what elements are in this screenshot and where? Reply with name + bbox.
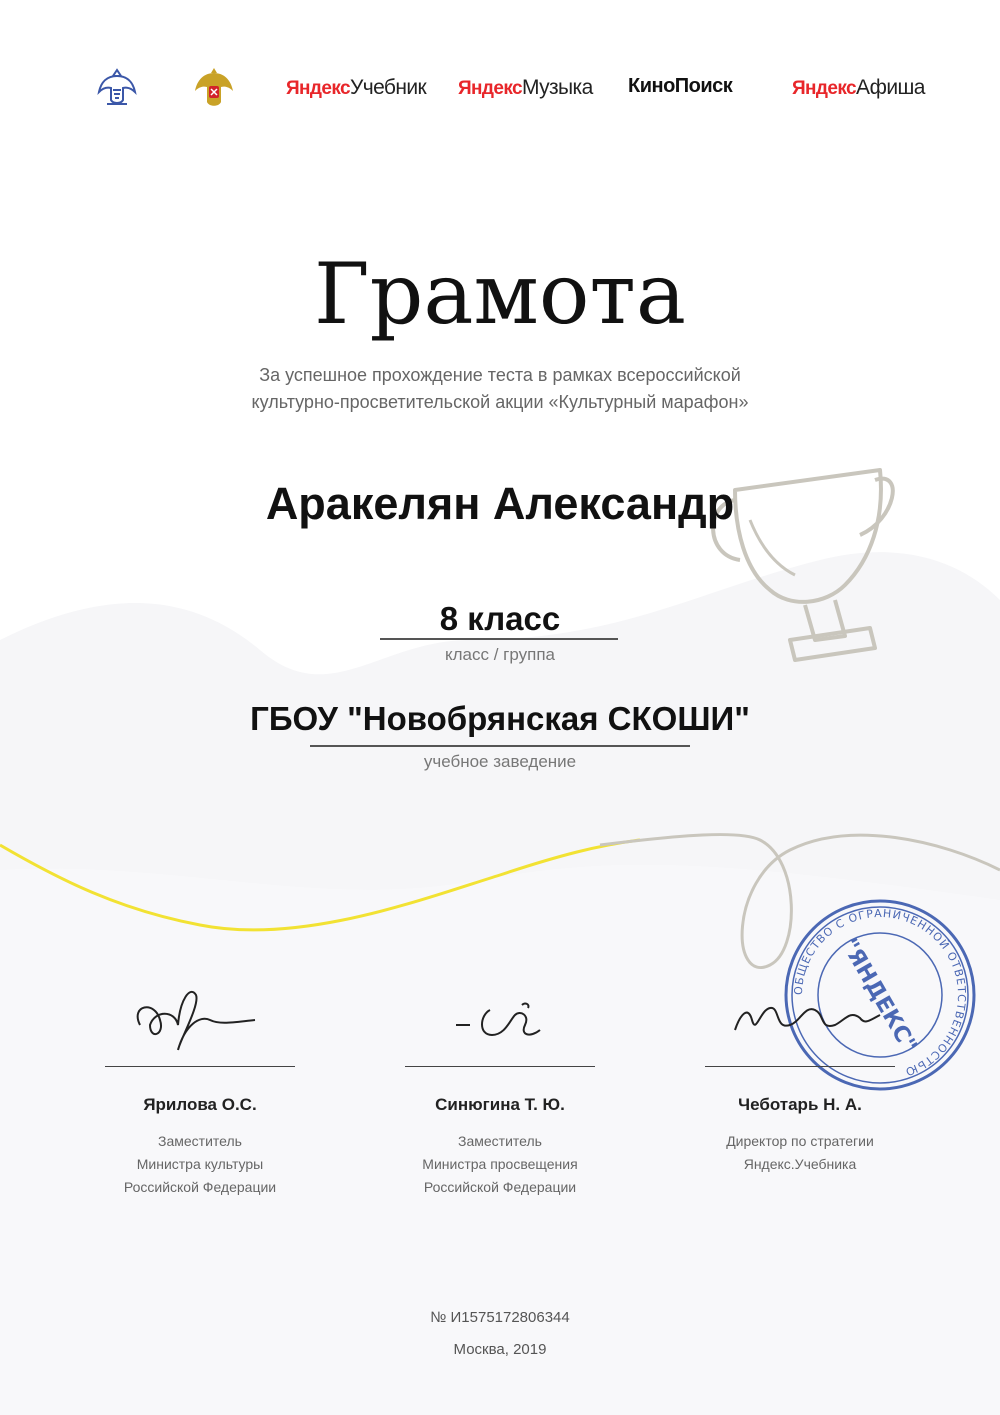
yandex-muzyka-logo: ЯндексМузыка xyxy=(458,76,593,99)
signature-line-1 xyxy=(105,1066,295,1067)
signatory-3-name: Чеботарь Н. А. xyxy=(738,1095,862,1114)
signatory-2-position-line-3: Российской Федерации xyxy=(423,1179,577,1195)
school-value: ГБОУ "Новобрянская СКОШИ" xyxy=(250,700,750,737)
partner-logos xyxy=(0,64,1000,112)
school-field xyxy=(0,700,1000,738)
signatory-2-position xyxy=(350,1130,650,1199)
yandex-uchebnik-logo: ЯндексУчебник xyxy=(286,76,427,99)
school-caption: учебное заведение xyxy=(423,752,577,771)
signature-line-3 xyxy=(705,1066,895,1067)
signatory-1-name: Ярилова О.С. xyxy=(143,1095,257,1114)
grade-underline xyxy=(380,638,618,640)
signatory-3-position-line-2: Яндекс.Учебника xyxy=(743,1156,857,1172)
grade-field xyxy=(0,600,1000,638)
grade-caption: класс / группа xyxy=(444,645,555,664)
ministry-culture-emblem-icon xyxy=(93,64,141,112)
signatory-1-position-line-1: Заместитель xyxy=(158,1133,242,1149)
signatory-1-position xyxy=(50,1130,350,1199)
signatory-1-position-line-2: Министра культуры xyxy=(136,1156,264,1172)
signature-2 xyxy=(456,1004,540,1035)
recipient-name: Аракелян Александр xyxy=(265,478,735,529)
signatory-2-name: Синюгина Т. Ю. xyxy=(435,1095,565,1114)
signature-line-2 xyxy=(405,1066,595,1067)
grade-value: 8 класс xyxy=(439,600,561,637)
subtitle-line-1: За успешное прохождение теста в рамках всероссийской xyxy=(259,365,741,385)
school-underline xyxy=(310,745,690,747)
subtitle-line-2: культурно-просветительской акции «Культурный марафон» xyxy=(251,392,749,412)
certificate-number: № И1575172806344 xyxy=(430,1309,570,1326)
signatory-2-position-line-2: Министра просвещения xyxy=(422,1156,578,1172)
place-year: Москва, 2019 xyxy=(453,1341,547,1358)
signatory-2-position-line-1: Заместитель xyxy=(458,1133,542,1149)
certificate-title: Грамота xyxy=(314,245,686,343)
signature-1 xyxy=(138,992,255,1050)
signatory-3-position-line-1: Директор по стратегии xyxy=(726,1133,874,1149)
certificate-subtitle xyxy=(0,362,1000,416)
ministry-education-emblem-icon xyxy=(190,64,238,112)
stamp-center-text: "ЯНДЕКС" xyxy=(836,934,922,1058)
signatory-3-position xyxy=(650,1130,950,1176)
yandex-afisha-logo: ЯндексАфиша xyxy=(792,76,925,99)
stamp-text: ОБЩЕСТВО С ОГРАНИЧЕННОЙ ОТВЕТСТВЕННОСТЬЮ xyxy=(791,906,969,1079)
signature-3 xyxy=(735,1008,880,1030)
signature-drawings xyxy=(0,980,1000,1070)
signatory-1-position-line-3: Российской Федерации xyxy=(123,1179,277,1195)
kinopoisk-logo: КиноПоиск xyxy=(628,75,733,97)
